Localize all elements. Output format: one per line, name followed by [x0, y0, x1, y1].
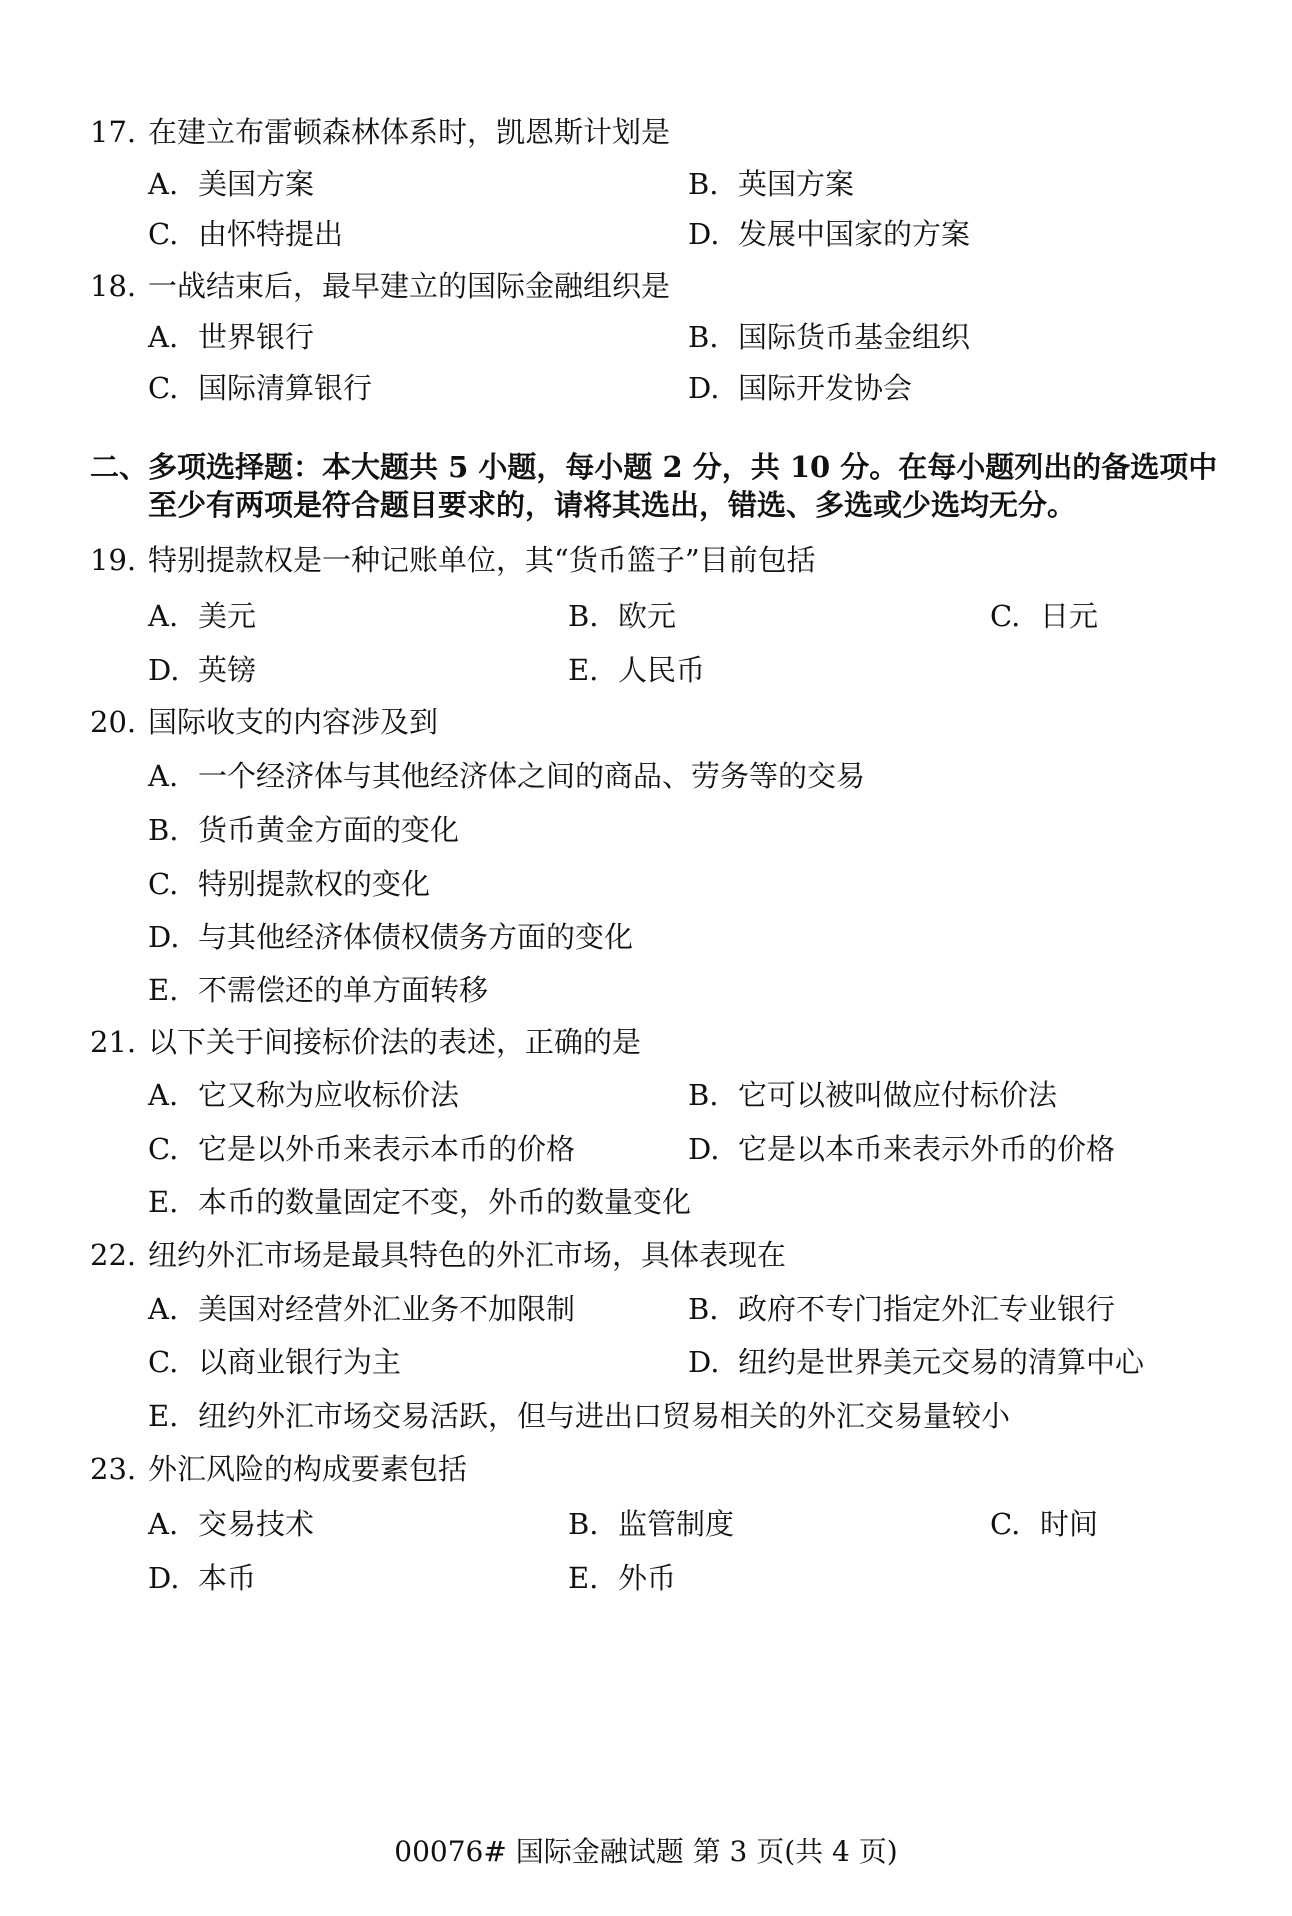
q20-option-b: B. 货币黄金方面的变化 — [148, 813, 460, 847]
question-number: 20. — [90, 705, 137, 739]
q23-option-a: A. 交易技术 — [148, 1507, 315, 1541]
q18-option-a: A. 世界银行 — [148, 320, 315, 354]
q22-option-d: D. 纽约是世界美元交易的清算中心 — [688, 1345, 1145, 1379]
question-22 — [90, 1233, 786, 1274]
section-2-line1: 二、多项选择题：本大题共 5 小题，每小题 2 分，共 10 分。在每小题列出的备选项中 — [90, 450, 1218, 484]
q22-option-b: B. 政府不专门指定外汇专业银行 — [688, 1292, 1116, 1326]
question-23 — [90, 1447, 467, 1488]
q20-option-c: C. 特别提款权的变化 — [148, 867, 431, 901]
question-18 — [90, 264, 670, 305]
q21-option-e: E. 本币的数量固定不变，外币的数量变化 — [148, 1185, 692, 1219]
q17-option-c: C. 由怀特提出 — [148, 217, 344, 251]
question-number: 17. — [90, 115, 137, 149]
q21-option-b: B. 它可以被叫做应付标价法 — [688, 1078, 1058, 1112]
q17-option-d: D. 发展中国家的方案 — [688, 217, 971, 251]
question-number: 18. — [90, 269, 137, 303]
q21-option-a: A. 它又称为应收标价法 — [148, 1078, 460, 1112]
q17-option-a: A. 美国方案 — [148, 167, 315, 201]
q23-option-b: B. 监管制度 — [568, 1507, 735, 1541]
section-2-heading — [90, 448, 1220, 524]
question-number: 22. — [90, 1238, 137, 1272]
question-20 — [90, 700, 438, 741]
q19-option-b: B. 欧元 — [568, 599, 677, 633]
question-17 — [90, 110, 670, 151]
q19-option-e: E. 人民币 — [568, 653, 706, 687]
q21-option-c: C. 它是以外币来表示本币的价格 — [148, 1132, 576, 1166]
q19-option-a: A. 美元 — [148, 599, 257, 633]
question-text: 外汇风险的构成要素包括 — [148, 1452, 468, 1486]
question-text: 国际收支的内容涉及到 — [148, 705, 439, 739]
q22-option-c: C. 以商业银行为主 — [148, 1345, 402, 1379]
q20-option-e: E. 不需偿还的单方面转移 — [148, 973, 489, 1007]
q20-option-d: D. 与其他经济体债权债务方面的变化 — [148, 920, 634, 954]
question-19 — [90, 538, 816, 579]
q23-option-e: E. 外币 — [568, 1561, 677, 1595]
section-2-line2: 至少有两项是符合题目要求的，请将其选出，错选、多选或少选均无分。 — [148, 488, 1077, 522]
question-number: 19. — [90, 543, 137, 577]
q18-option-b: B. 国际货币基金组织 — [688, 320, 971, 354]
q22-option-e: E. 纽约外汇市场交易活跃，但与进出口贸易相关的外汇交易量较小 — [148, 1399, 1011, 1433]
q19-option-d: D. 英镑 — [148, 653, 257, 687]
question-text: 特别提款权是一种记账单位，其“货币篮子”目前包括 — [148, 543, 816, 577]
q22-option-a: A. 美国对经营外汇业务不加限制 — [148, 1292, 576, 1326]
question-number: 21. — [90, 1025, 137, 1059]
question-text: 在建立布雷顿森林体系时，凯恩斯计划是 — [148, 115, 671, 149]
q20-option-a: A. 一个经济体与其他经济体之间的商品、劳务等的交易 — [148, 759, 866, 793]
question-21 — [90, 1020, 641, 1061]
question-number: 23. — [90, 1452, 137, 1486]
q18-option-c: C. 国际清算银行 — [148, 371, 373, 405]
q19-option-c: C. 日元 — [990, 599, 1099, 633]
question-text: 纽约外汇市场是最具特色的外汇市场，具体表现在 — [148, 1238, 787, 1272]
q23-option-d: D. 本币 — [148, 1561, 257, 1595]
q18-option-d: D. 国际开发协会 — [688, 371, 913, 405]
q17-option-b: B. 英国方案 — [688, 167, 855, 201]
q23-option-c: C. 时间 — [990, 1507, 1099, 1541]
page-footer: 00076# 国际金融试题 第 3 页(共 4 页) — [394, 1835, 898, 1868]
question-text: 一战结束后，最早建立的国际金融组织是 — [148, 269, 671, 303]
q21-option-d: D. 它是以本币来表示外币的价格 — [688, 1132, 1116, 1166]
question-text: 以下关于间接标价法的表述，正确的是 — [148, 1025, 642, 1059]
